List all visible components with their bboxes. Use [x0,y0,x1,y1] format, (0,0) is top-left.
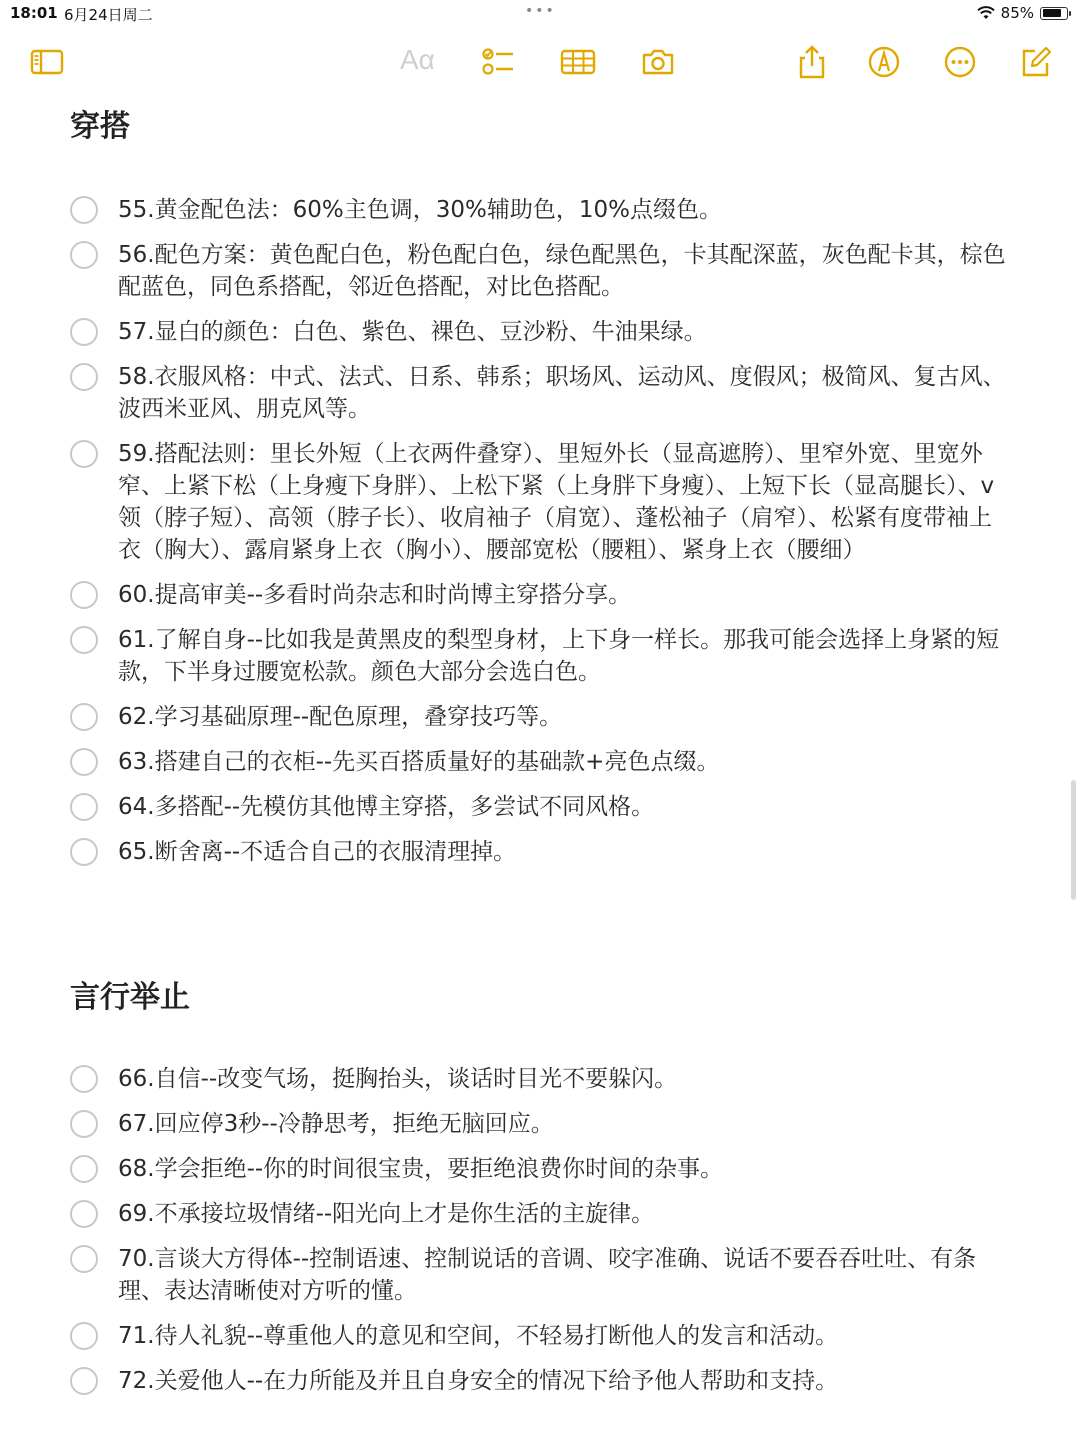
checklist-item-text[interactable]: 55.黄金配色法：60%主色调，30%辅助色，10%点缀色。 [118,197,722,223]
checklist-item [70,194,1020,226]
checklist-item-text[interactable]: 68.学会拒绝--你的时间很宝贵，要拒绝浪费你时间的杂事。 [118,1156,724,1182]
checkbox-icon[interactable] [70,838,98,866]
scrollbar[interactable] [1071,780,1076,900]
toolbar [0,36,1080,86]
checklist-item [70,1153,1020,1185]
checkbox-icon[interactable] [70,793,98,821]
status-date: 6月24日周二 [64,6,153,24]
checklist-item-text[interactable]: 65.断舍离--不适合自己的衣服清理掉。 [118,839,517,865]
checklist-item [70,579,1020,611]
checklist-item [70,239,1020,303]
battery-icon [1040,7,1068,20]
battery-percent: 85% [1000,4,1034,22]
checklist-item [70,624,1020,688]
checkbox-icon[interactable] [70,1322,98,1350]
checkbox-icon[interactable] [70,318,98,346]
checklist-item-text[interactable]: 70.言谈大方得体--控制语速、控制说话的音调、咬字准确、说话不要吞吞吐吐、有条理、表达清晰使对方听的懂。 [118,1246,977,1304]
checklist-item-text[interactable]: 69.不承接垃圾情绪--阳光向上才是你生活的主旋律。 [118,1201,655,1227]
checklist-item [70,361,1020,425]
checklist-item-text[interactable]: 56.配色方案：黄色配白色，粉色配白色，绿色配黑色，卡其配深蓝，灰色配卡其，棕色配蓝色，同色系搭配，邻近色搭配，对比色搭配。 [118,242,1006,300]
checklist-item [70,1108,1020,1140]
checklist-outfit [70,194,1020,868]
checkbox-icon[interactable] [70,1065,98,1093]
checkbox-icon[interactable] [70,581,98,609]
checklist-item-text[interactable]: 66.自信--改变气场，挺胸抬头，谈话时目光不要躲闪。 [118,1066,678,1092]
checkbox-icon[interactable] [70,703,98,731]
checklist-item-text[interactable]: 60.提高审美--多看时尚杂志和时尚博主穿搭分享。 [118,582,632,608]
checkbox-icon[interactable] [70,748,98,776]
checklist-item-text[interactable]: 63.搭建自己的衣柜--先买百搭质量好的基础款+亮色点缀。 [118,749,720,775]
status-bar [0,0,1080,28]
checklist-item [70,1063,1020,1095]
checklist-item [70,316,1020,348]
compose-icon[interactable] [1016,42,1056,82]
checklist-item [70,1198,1020,1230]
checkbox-icon[interactable] [70,241,98,269]
checklist-item [70,1365,1020,1397]
checklist-item-text[interactable]: 57.显白的颜色：白色、紫色、裸色、豆沙粉、牛油果绿。 [118,319,707,345]
section-title-outfit: 穿搭 [70,109,130,144]
checkbox-icon[interactable] [70,1245,98,1273]
checklist-item [70,438,1020,566]
checklist-item-text[interactable]: 67.回应停3秒--冷静思考，拒绝无脑回应。 [118,1111,554,1137]
wifi-icon [977,6,995,20]
checklist-manners [70,1063,1020,1397]
camera-icon[interactable] [638,42,678,82]
share-icon[interactable] [792,42,832,82]
checkbox-icon[interactable] [70,440,98,468]
checklist-item [70,1320,1020,1352]
checklist-item-text[interactable]: 64.多搭配--先模仿其他博主穿搭，多尝试不同风格。 [118,794,655,820]
checkbox-icon[interactable] [70,1200,98,1228]
checklist-item-text[interactable]: 61.了解自身--比如我是黄黑皮的梨型身材，上下身一样长。那我可能会选择上身紧的短款，下半身过腰宽松款。颜色大部分会选白色。 [118,627,1000,685]
checklist-item [70,746,1020,778]
checkbox-icon[interactable] [70,363,98,391]
more-icon[interactable] [940,42,980,82]
note-body[interactable] [70,100,1020,1410]
checklist-item [70,836,1020,868]
checklist-item-text[interactable]: 72.关爱他人--在力所能及并且自身安全的情况下给予他人帮助和支持。 [118,1368,839,1394]
checklist-item [70,701,1020,733]
checkbox-icon[interactable] [70,196,98,224]
checklist-item-text[interactable]: 62.学习基础原理--配色原理，叠穿技巧等。 [118,704,563,730]
checklist-item [70,791,1020,823]
checklist-item-text[interactable]: 71.待人礼貌--尊重他人的意见和空间，不轻易打断他人的发言和活动。 [118,1323,839,1349]
checklist-item-text[interactable]: 58.衣服风格：中式、法式、日系、韩系；职场风、运动风、度假风；极简风、复古风、波西米亚风、朋克风等。 [118,364,1006,422]
sidebar-icon[interactable] [27,42,67,82]
markup-pen-icon[interactable] [864,42,904,82]
checklist-item [70,1243,1020,1307]
checklist-icon[interactable] [478,42,518,82]
format-text-button[interactable]: Aα [400,44,435,75]
multitask-dots-icon[interactable]: ••• [525,3,556,19]
status-time: 18:01 [10,4,58,22]
checkbox-icon[interactable] [70,1110,98,1138]
checklist-item-text[interactable]: 59.搭配法则：里长外短（上衣两件叠穿）、里短外长（显高遮胯）、里窄外宽、里宽外窄、上紧下松（上身瘦下身胖）、上松下紧（上身胖下身瘦）、上短下长（显高腿长）、v领（脖子短）、高领（脖子长）、收肩袖子（肩宽）、蓬松袖子（肩窄）、松紧有度带袖上衣（胸大）、露肩紧身上衣（胸小）、腰部宽松（腰粗）、紧身上衣（腰细） [118,441,995,563]
section-title-manners: 言行举止 [70,980,190,1015]
checkbox-icon[interactable] [70,626,98,654]
status-right [977,4,1068,22]
table-icon[interactable] [558,42,598,82]
checkbox-icon[interactable] [70,1367,98,1395]
checkbox-icon[interactable] [70,1155,98,1183]
